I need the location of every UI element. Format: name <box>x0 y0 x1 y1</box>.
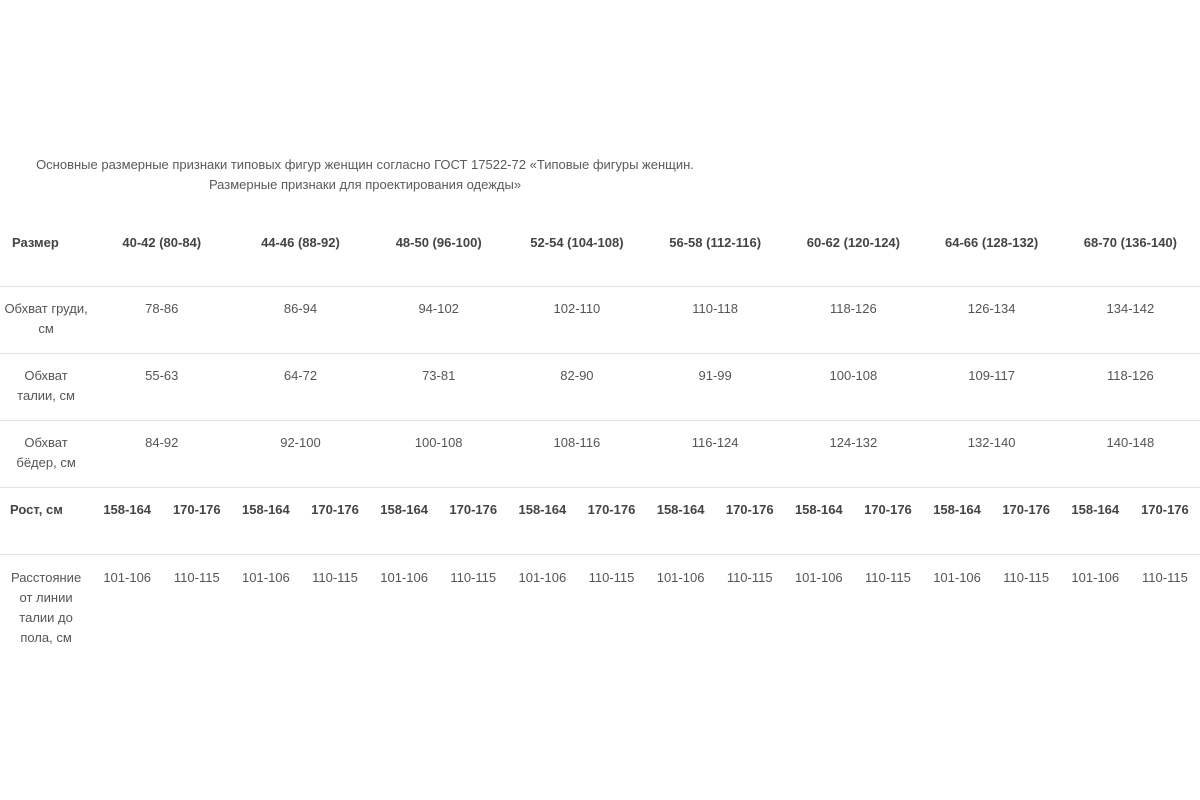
table-cell: 78-86 <box>92 287 231 354</box>
height-cell: 170-176 <box>300 488 369 555</box>
table-cell: 124-132 <box>784 421 922 488</box>
table-cell: 100-108 <box>784 354 922 421</box>
table-cell: 132-140 <box>923 421 1061 488</box>
row-label: Обхват груди, см <box>0 287 92 354</box>
height-cell: 170-176 <box>1130 488 1200 555</box>
height-row <box>0 488 1200 555</box>
height-cell: 158-164 <box>370 488 439 555</box>
height-cell: 170-176 <box>715 488 784 555</box>
size-header-cell: 40-42 (80-84) <box>92 225 231 287</box>
height-cell: 158-164 <box>646 488 715 555</box>
table-cell: 118-126 <box>784 287 922 354</box>
distance-cell: 110-115 <box>173 570 220 585</box>
hips-row <box>0 421 1200 488</box>
distance-row-label: Расстояние от линии талии до пола, см <box>10 570 82 645</box>
height-cell: 170-176 <box>992 488 1061 555</box>
caption-line-2: Размерные признаки для проектирования одежды» <box>208 177 522 192</box>
distance-cell: 101-106 <box>933 570 981 585</box>
caption-line-1: Основные размерные признаки типовых фигур женщин согласно ГОСТ 17522-72 «Типовые фигуры женщин. <box>36 157 694 172</box>
table-cell: 91-99 <box>646 354 784 421</box>
distance-cell: 110-115 <box>1003 570 1050 585</box>
size-header-cell: 56-58 (112-116) <box>646 225 784 287</box>
height-cell: 158-164 <box>784 488 853 555</box>
table-cell: 134-142 <box>1061 287 1200 354</box>
distance-cell: 101-106 <box>242 570 290 585</box>
distance-cell: 110-115 <box>1142 570 1188 585</box>
distance-cell: 101-106 <box>656 570 705 585</box>
size-header-cell: 68-70 (136-140) <box>1061 225 1200 287</box>
height-row-label <box>0 488 92 555</box>
height-cell: 158-164 <box>1061 488 1130 555</box>
table-cell: 94-102 <box>370 287 508 354</box>
distance-cell: 101-106 <box>380 570 428 585</box>
distance-cell: 101-106 <box>518 570 567 585</box>
table-cell: 84-92 <box>92 421 231 488</box>
size-header-cell: 60-62 (120-124) <box>784 225 922 287</box>
table-cell: 102-110 <box>508 287 646 354</box>
height-cell: 158-164 <box>231 488 300 555</box>
table-cell: 86-94 <box>231 287 369 354</box>
height-cell: 170-176 <box>577 488 646 555</box>
distance-cell: 101-106 <box>794 570 843 585</box>
table-cell: 109-117 <box>923 354 1061 421</box>
table-cell: 116-124 <box>646 421 784 488</box>
table-cell: 64-72 <box>231 354 369 421</box>
height-label-bold: Рост, см <box>10 502 63 517</box>
distance-cell: 110-115 <box>865 570 911 585</box>
table-cell: 110-118 <box>646 287 784 354</box>
size-header-cell: 52-54 (104-108) <box>508 225 646 287</box>
table-cell: 126-134 <box>923 287 1061 354</box>
height-cell: 170-176 <box>162 488 231 555</box>
size-table <box>0 225 1200 656</box>
bust-row <box>0 287 1200 354</box>
distance-cell: 110-115 <box>588 570 635 585</box>
row-label: Обхват бёдер, см <box>0 421 92 488</box>
row-label: Обхват талии, см <box>0 354 92 421</box>
height-cell: 158-164 <box>923 488 992 555</box>
height-cell: 170-176 <box>439 488 508 555</box>
distance-cell: 101-106 <box>103 570 152 585</box>
distance-cell: 110-115 <box>726 570 773 585</box>
table-cell: 73-81 <box>370 354 508 421</box>
distance-cell: 110-115 <box>312 570 358 585</box>
size-header-row <box>0 225 1200 287</box>
distance-cell: 101-106 <box>1071 570 1120 585</box>
table-cell: 55-63 <box>92 354 231 421</box>
table-caption <box>0 155 730 195</box>
table-cell: 100-108 <box>370 421 508 488</box>
height-cell: 158-164 <box>92 488 162 555</box>
height-cell: 158-164 <box>508 488 577 555</box>
waist-row <box>0 354 1200 421</box>
size-header-cell: 44-46 (88-92) <box>231 225 369 287</box>
table-cell: 118-126 <box>1061 354 1200 421</box>
table-cell: 92-100 <box>231 421 369 488</box>
table-cell: 140-148 <box>1061 421 1200 488</box>
table-cell: 108-116 <box>508 421 646 488</box>
distance-row <box>0 555 1200 657</box>
size-header-cell: 48-50 (96-100) <box>370 225 508 287</box>
table-cell: 82-90 <box>508 354 646 421</box>
distance-cell: 110-115 <box>450 570 497 585</box>
size-header-cell: 64-66 (128-132) <box>923 225 1061 287</box>
height-cell: 170-176 <box>853 488 922 555</box>
size-header-label: Размер <box>0 225 92 287</box>
